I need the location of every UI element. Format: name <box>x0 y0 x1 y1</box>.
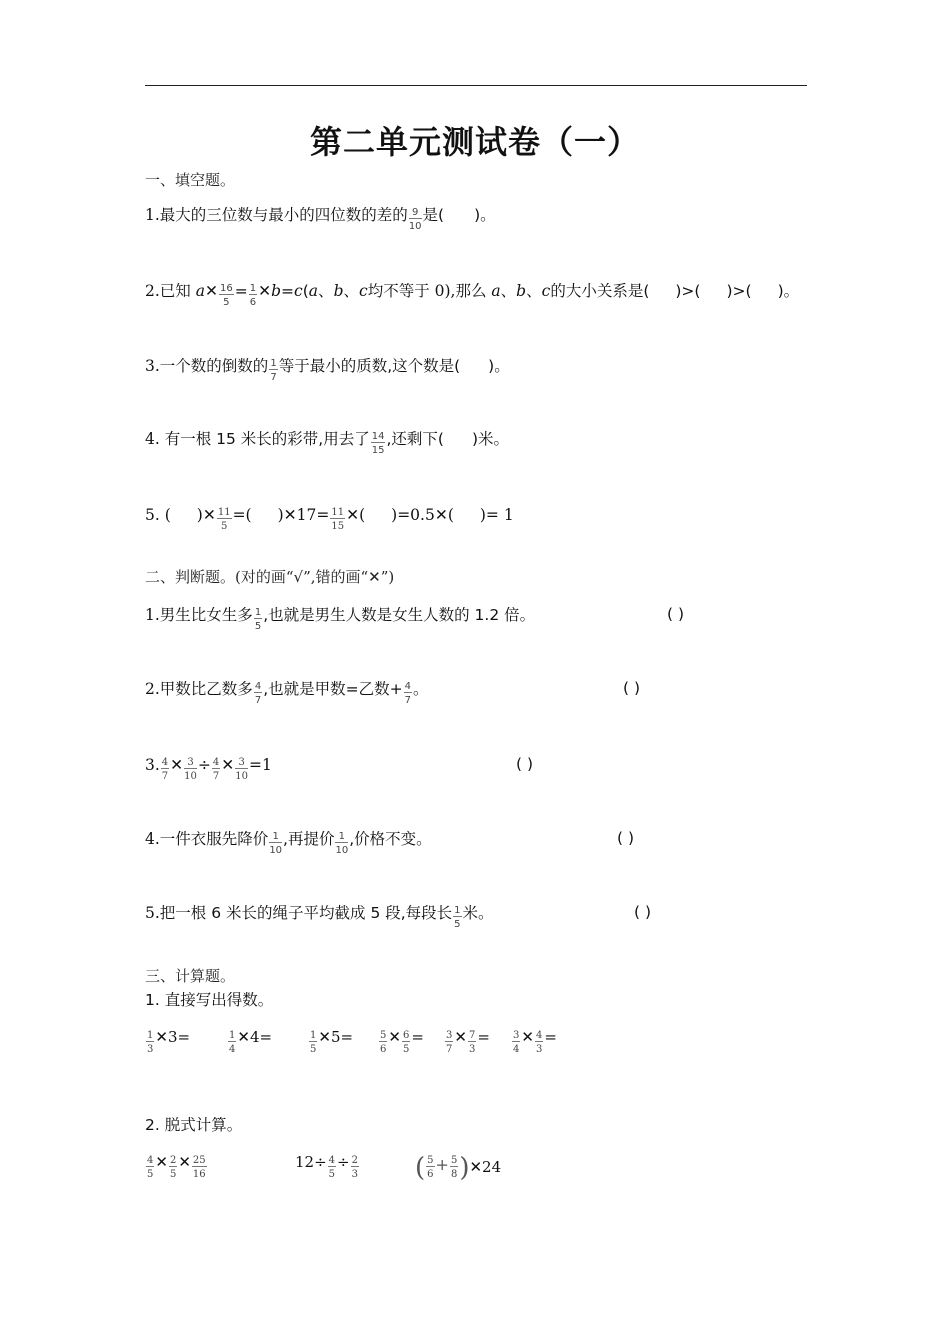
calc-expression-1: $\frac{4}{5}$ ✕ $\frac{2}{5}$ ✕ $\frac{25}{16}$ <box>147 1153 206 1180</box>
calc-item: $\frac{3}{4}$ ✕ $\frac{4}{3}$ = <box>513 1028 557 1055</box>
calc-expression-2: 12÷ $\frac{4}{5}$ ÷ $\frac{2}{3}$ <box>295 1153 358 1180</box>
page-title: 第二单元测试卷（一） <box>309 123 640 161</box>
fraction: $\frac{9}{10}$ <box>408 207 422 232</box>
section-judge-heading: 二、判断题。(对的画“√”,错的画“✕”) <box>145 568 395 586</box>
answer-blank: ( ) <box>623 679 641 697</box>
calc-stepwise-label: 2. 脱式计算。 <box>145 1116 243 1134</box>
calc-expression-3: ( $\frac{5}{6}$ + $\frac{5}{8}$ )✕24 <box>415 1153 502 1183</box>
section-calc-heading: 三、计算题。 <box>145 967 236 985</box>
question-judge-4: 4.一件衣服先降价 $\frac{1}{10}$ ,再提价 $\frac{1}{10}$ ,价格不变。 <box>145 830 432 856</box>
answer-blank: ( ) <box>617 829 635 847</box>
answer-blank: ( ) <box>667 605 685 623</box>
calc-item: $\frac{1}{4}$ ✕4= <box>229 1028 273 1055</box>
question-judge-2: 2.甲数比乙数多 $\frac{4}{7}$ ,也就是甲数=乙数+ $\frac{4}{7}$ 。 <box>145 680 429 706</box>
question-fill-5: 5. ( )✕ $\frac{11}{5}$ =( )✕17= $\frac{11}{15}$ ✕( )=0.5✕( )= 1 <box>145 506 514 532</box>
question-fill-1: 1.最大的三位数与最小的四位数的差的 $\frac{9}{10}$ 是( )。 <box>145 206 496 232</box>
question-judge-3: 3. $\frac{4}{7}$ ✕ $\frac{3}{10}$ ÷ $\frac{4}{7}$ ✕ $\frac{3}{10}$ =1 <box>145 756 272 782</box>
answer-blank: ( ) <box>634 903 652 921</box>
calc-item: $\frac{5}{6}$ ✕ $\frac{6}{5}$ = <box>380 1028 424 1055</box>
answer-blank: ( ) <box>516 755 534 773</box>
question-fill-3: 3.一个数的倒数的 $\frac{1}{7}$ 等于最小的质数,这个数是( )。 <box>145 357 510 383</box>
top-rule <box>145 85 807 86</box>
question-fill-2: 2.已知 a✕ $\frac{16}{5}$ = $\frac{1}{6}$ ✕b=c(a、b、c均不等于 0),那么 a、b、c的大小关系是( )>( )>( )。 <box>145 282 800 308</box>
question-judge-5: 5.把一根 6 米长的绳子平均截成 5 段,每段长 $\frac{1}{5}$ 米。 <box>145 904 494 930</box>
question-fill-4: 4. 有一根 15 米长的彩带,用去了 $\frac{14}{15}$ ,还剩下( )米。 <box>145 430 510 456</box>
question-judge-1: 1.男生比女生多 $\frac{1}{5}$ ,也就是男生人数是女生人数的 1.2 倍。 <box>145 606 536 632</box>
calc-item: $\frac{1}{5}$ ✕5= <box>310 1028 354 1055</box>
section-fill-blank-heading: 一、填空题。 <box>145 171 236 189</box>
calc-direct-label: 1. 直接写出得数。 <box>145 991 274 1009</box>
calc-item: $\frac{1}{3}$ ✕3= <box>147 1028 191 1055</box>
calc-item: $\frac{3}{7}$ ✕ $\frac{7}{3}$ = <box>446 1028 490 1055</box>
